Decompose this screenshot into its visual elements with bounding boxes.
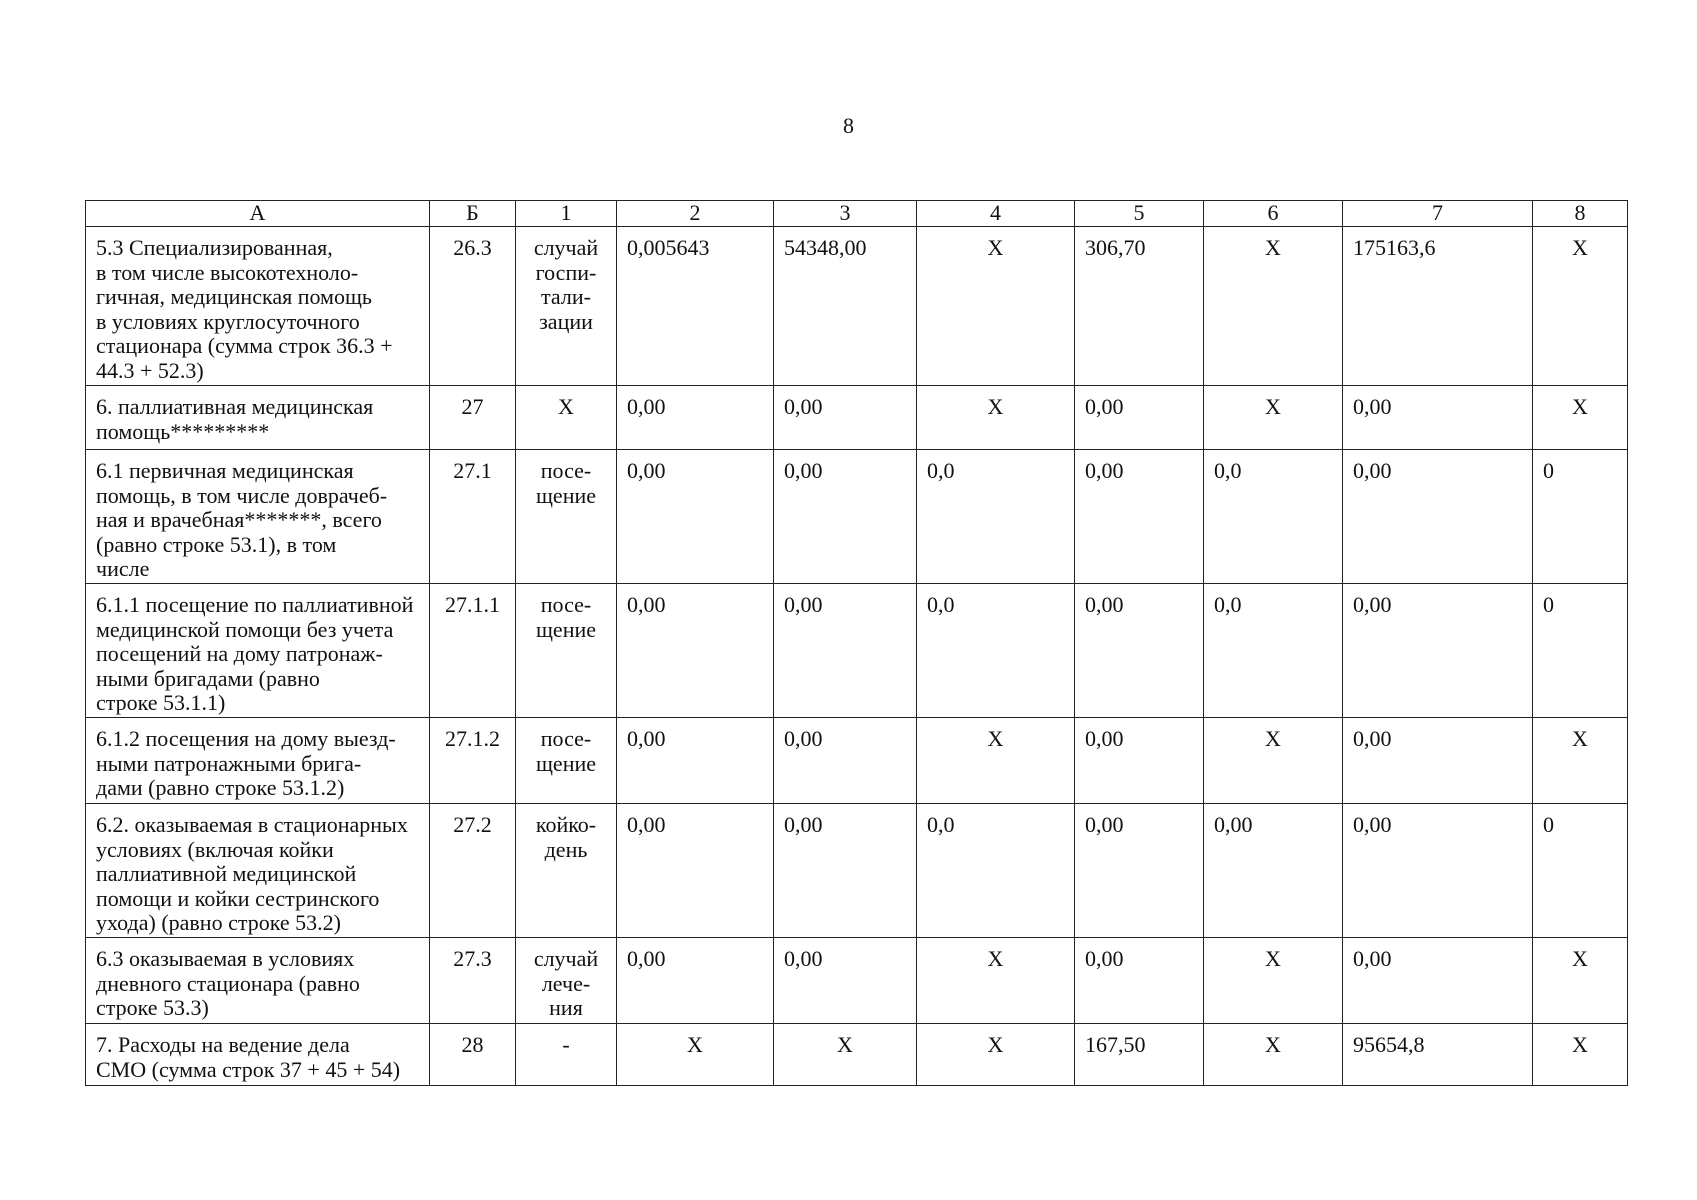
header-cell-2: 2	[617, 201, 774, 227]
value-cell-3: 0,00	[774, 386, 917, 450]
value-cell-6: Х	[1204, 227, 1343, 386]
value-cell-2: Х	[617, 1024, 774, 1086]
value-cell-4: 0,0	[917, 450, 1075, 584]
value-cell-2: 0,005643	[617, 227, 774, 386]
value-cell-6: 0,0	[1204, 450, 1343, 584]
value-cell-4: Х	[917, 1024, 1075, 1086]
value-cell-8: 0	[1533, 450, 1628, 584]
value-cell-2: 0,00	[617, 584, 774, 718]
table-row	[86, 450, 1628, 584]
page-number: 8	[843, 113, 854, 138]
unit-cell: -	[516, 1024, 617, 1086]
value-cell-6: Х	[1204, 718, 1343, 804]
value-cell-6: Х	[1204, 1024, 1343, 1086]
data-table	[85, 200, 1628, 1086]
value-cell-3: 0,00	[774, 718, 917, 804]
header-cell-6: 6	[1204, 201, 1343, 227]
row-label-cell: 6.1.2 посещения на дому выезд- ными патронажными бригa- дами (равно строке 53.1.2)	[86, 718, 430, 804]
value-cell-2: 0,00	[617, 938, 774, 1024]
value-cell-5: 0,00	[1075, 804, 1204, 938]
value-cell-5: 0,00	[1075, 584, 1204, 718]
value-cell-7: 95654,8	[1343, 1024, 1533, 1086]
value-cell-7: 0,00	[1343, 450, 1533, 584]
table-row	[86, 1024, 1628, 1086]
value-cell-8: Х	[1533, 227, 1628, 386]
row-label-cell: 7. Расходы на ведение дела СМО (сумма строк 37 + 45 + 54)	[86, 1024, 430, 1086]
row-code-cell: 27.1	[430, 450, 516, 584]
unit-cell: посе- щение	[516, 584, 617, 718]
header-cell-5: 5	[1075, 201, 1204, 227]
header-cell-8: 8	[1533, 201, 1628, 227]
row-label-cell: 6.3 оказываемая в условиях дневного стационара (равно строке 53.3)	[86, 938, 430, 1024]
row-code-cell: 27.1.1	[430, 584, 516, 718]
value-cell-6: 0,0	[1204, 584, 1343, 718]
table-row	[86, 804, 1628, 938]
value-cell-7: 0,00	[1343, 718, 1533, 804]
value-cell-8: Х	[1533, 1024, 1628, 1086]
unit-cell: случай госпи- тали- зации	[516, 227, 617, 386]
header-cell-4: 4	[917, 201, 1075, 227]
value-cell-4: Х	[917, 718, 1075, 804]
row-code-cell: 26.3	[430, 227, 516, 386]
row-label-cell: 6.2. оказываемая в стационарных условиях (включая койки паллиативной медицинской помощи и койки сестринского ухода) (равно строке 53.2)	[86, 804, 430, 938]
table-header-row	[86, 201, 1628, 227]
value-cell-3: 0,00	[774, 584, 917, 718]
value-cell-4: 0,0	[917, 584, 1075, 718]
value-cell-8: 0	[1533, 584, 1628, 718]
header-cell-b: Б	[430, 201, 516, 227]
unit-cell: посе- щение	[516, 718, 617, 804]
value-cell-5: 167,50	[1075, 1024, 1204, 1086]
table-row	[86, 718, 1628, 804]
value-cell-3: 0,00	[774, 450, 917, 584]
header-cell-3: 3	[774, 201, 917, 227]
value-cell-7: 0,00	[1343, 804, 1533, 938]
table-row	[86, 584, 1628, 718]
value-cell-7: 0,00	[1343, 938, 1533, 1024]
value-cell-8: Х	[1533, 938, 1628, 1024]
unit-cell: случай лече- ния	[516, 938, 617, 1024]
value-cell-8: 0	[1533, 804, 1628, 938]
table-row	[86, 386, 1628, 450]
header-cell-7: 7	[1343, 201, 1533, 227]
value-cell-2: 0,00	[617, 718, 774, 804]
table-row	[86, 938, 1628, 1024]
table-row	[86, 227, 1628, 386]
value-cell-4: 0,0	[917, 804, 1075, 938]
value-cell-3: 54348,00	[774, 227, 917, 386]
row-code-cell: 28	[430, 1024, 516, 1086]
row-code-cell: 27.3	[430, 938, 516, 1024]
value-cell-5: 0,00	[1075, 450, 1204, 584]
value-cell-6: Х	[1204, 938, 1343, 1024]
row-label-cell: 5.3 Специализированная, в том числе высокотехноло- гичная, медицинская помощь в условиях круглосуточного стационара (сумма строк 36.3 + 44.3 + 52.3)	[86, 227, 430, 386]
value-cell-3: Х	[774, 1024, 917, 1086]
value-cell-6: 0,00	[1204, 804, 1343, 938]
header-cell-1: 1	[516, 201, 617, 227]
value-cell-8: Х	[1533, 718, 1628, 804]
row-label-cell: 6.1.1 посещение по паллиативной медицинской помощи без учета посещений на дому патронаж- ными бригадами (равно строке 53.1.1)	[86, 584, 430, 718]
value-cell-2: 0,00	[617, 386, 774, 450]
value-cell-7: 175163,6	[1343, 227, 1533, 386]
row-code-cell: 27.2	[430, 804, 516, 938]
row-code-cell: 27	[430, 386, 516, 450]
value-cell-8: Х	[1533, 386, 1628, 450]
header-cell-a: А	[86, 201, 430, 227]
value-cell-2: 0,00	[617, 804, 774, 938]
value-cell-7: 0,00	[1343, 386, 1533, 450]
value-cell-3: 0,00	[774, 804, 917, 938]
unit-cell: Х	[516, 386, 617, 450]
value-cell-4: Х	[917, 386, 1075, 450]
value-cell-5: 306,70	[1075, 227, 1204, 386]
row-code-cell: 27.1.2	[430, 718, 516, 804]
value-cell-5: 0,00	[1075, 386, 1204, 450]
value-cell-6: Х	[1204, 386, 1343, 450]
value-cell-4: Х	[917, 938, 1075, 1024]
row-label-cell: 6. паллиативная медицинская помощь*********	[86, 386, 430, 450]
unit-cell: койко- день	[516, 804, 617, 938]
value-cell-5: 0,00	[1075, 938, 1204, 1024]
unit-cell: посе- щение	[516, 450, 617, 584]
value-cell-2: 0,00	[617, 450, 774, 584]
value-cell-4: Х	[917, 227, 1075, 386]
row-label-cell: 6.1 первичная медицинская помощь, в том числе доврачеб- ная и врачебная*******, всего (равно строке 53.1), в том числе	[86, 450, 430, 584]
value-cell-5: 0,00	[1075, 718, 1204, 804]
value-cell-3: 0,00	[774, 938, 917, 1024]
value-cell-7: 0,00	[1343, 584, 1533, 718]
